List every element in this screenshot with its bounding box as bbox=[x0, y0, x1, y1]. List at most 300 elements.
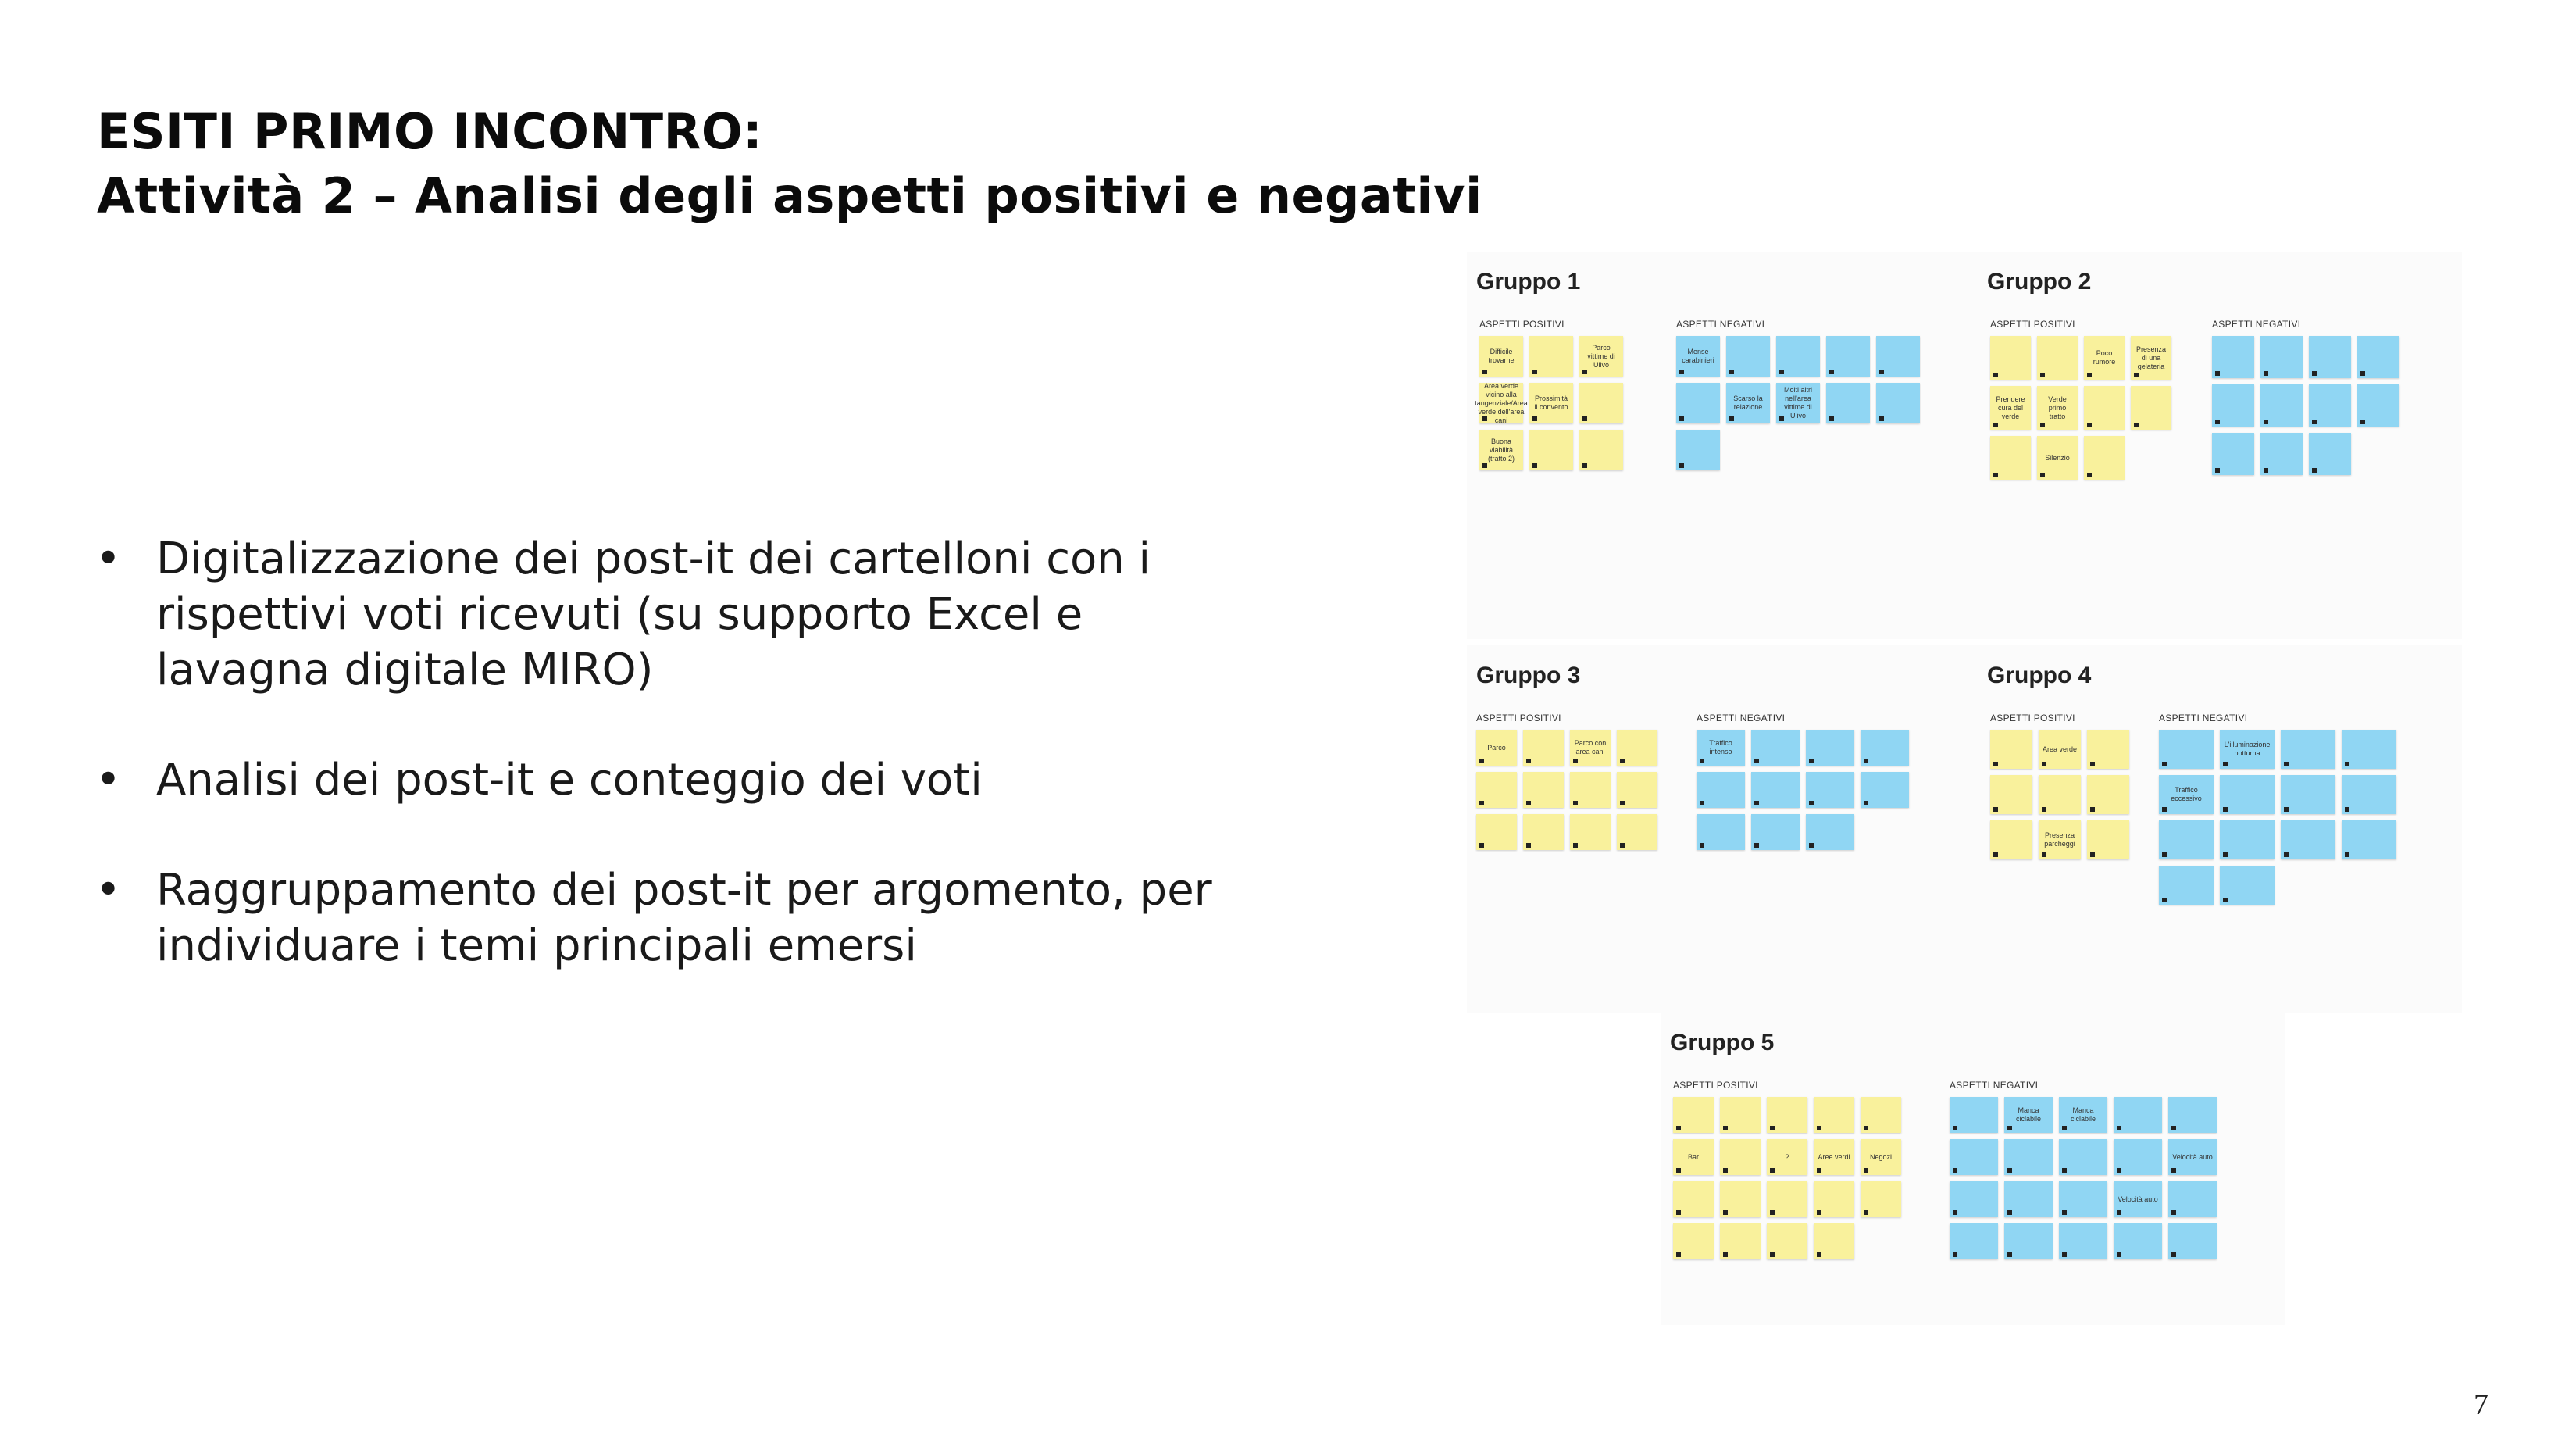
postit-positive bbox=[1617, 772, 1657, 808]
postit-negative bbox=[2212, 433, 2254, 475]
postit-positive bbox=[1861, 1139, 1901, 1175]
vote-dot-icon bbox=[2312, 468, 2317, 473]
postit-positive bbox=[2037, 436, 2078, 480]
postit-text: Verde primo tratto bbox=[2048, 395, 2067, 420]
vote-dot-icon bbox=[1817, 1168, 1821, 1173]
negative-column-label: ASPETTI NEGATIVI bbox=[2159, 712, 2248, 723]
postit-positive bbox=[1861, 1097, 1901, 1133]
postit-negative bbox=[2168, 1223, 2217, 1259]
postit-text: Manca ciclabile bbox=[2015, 1106, 2041, 1123]
positive-column bbox=[1990, 712, 2146, 859]
board-gruppo-3 bbox=[1467, 645, 1978, 1012]
vote-dot-icon bbox=[1723, 1168, 1728, 1173]
negative-column-label: ASPETTI NEGATIVI bbox=[2212, 319, 2301, 330]
postit-positive bbox=[1990, 775, 2032, 814]
postit-negative bbox=[1876, 383, 1920, 423]
postit-positive bbox=[1767, 1181, 1807, 1217]
title-line-2: Attività 2 – Analisi degli aspetti positivi e negativi bbox=[97, 167, 1482, 224]
vote-dot-icon bbox=[2284, 852, 2289, 857]
bullet-item: • Digitalizzazione dei post-it dei cartelloni con i rispettivi voti ricevuti (su supporto Excel e lavagna digitale MIRO) bbox=[92, 531, 1233, 698]
postit-negative bbox=[2004, 1097, 2053, 1133]
postit-negative bbox=[2114, 1097, 2162, 1133]
vote-dot-icon bbox=[1479, 843, 1484, 848]
negative-column-label: ASPETTI NEGATIVI bbox=[1676, 319, 1765, 330]
vote-dot-icon bbox=[2171, 1168, 2176, 1173]
postit-negative bbox=[2281, 730, 2335, 769]
board-gruppo-4 bbox=[1978, 645, 2462, 1012]
postit-negative bbox=[2159, 775, 2214, 814]
postit-negative bbox=[2260, 433, 2303, 475]
postit-negative bbox=[2168, 1097, 2217, 1133]
positive-column-label: ASPETTI POSITIVI bbox=[1990, 712, 2075, 723]
vote-dot-icon bbox=[1679, 463, 1684, 468]
postit-negative bbox=[2309, 336, 2351, 378]
vote-dot-icon bbox=[2117, 1210, 2121, 1215]
vote-dot-icon bbox=[1479, 759, 1484, 763]
postit-negative bbox=[1826, 383, 1870, 423]
board-gruppo-1 bbox=[1467, 252, 1978, 639]
vote-dot-icon bbox=[1993, 807, 1998, 812]
vote-dot-icon bbox=[2007, 1126, 2012, 1130]
postit-negative bbox=[2059, 1181, 2107, 1217]
negative-column bbox=[1697, 712, 1931, 850]
vote-dot-icon bbox=[2215, 371, 2220, 376]
vote-dot-icon bbox=[1620, 801, 1625, 805]
postit-positive bbox=[1990, 820, 2032, 859]
postit-text: Difficile trovarne bbox=[1488, 348, 1515, 364]
vote-dot-icon bbox=[2284, 807, 2289, 812]
vote-dot-icon bbox=[1676, 1126, 1681, 1130]
postit-positive bbox=[2084, 336, 2125, 380]
vote-dot-icon bbox=[1953, 1126, 1957, 1130]
vote-dot-icon bbox=[1482, 463, 1487, 468]
postit-text: Presenza di una gelateria bbox=[2135, 345, 2167, 370]
postit-negative bbox=[1776, 336, 1820, 377]
vote-dot-icon bbox=[1582, 463, 1587, 468]
postit-text: Prossimità il convento bbox=[1534, 395, 1568, 411]
positive-column-label: ASPETTI POSITIVI bbox=[1990, 319, 2075, 330]
vote-dot-icon bbox=[1526, 801, 1531, 805]
vote-dot-icon bbox=[2215, 420, 2220, 424]
vote-dot-icon bbox=[2090, 852, 2095, 857]
postit-positive bbox=[2039, 730, 2081, 769]
postit-positive bbox=[1767, 1223, 1807, 1259]
vote-dot-icon bbox=[2134, 373, 2139, 377]
vote-dot-icon bbox=[1676, 1168, 1681, 1173]
vote-dot-icon bbox=[2007, 1168, 2012, 1173]
vote-dot-icon bbox=[1582, 416, 1587, 421]
vote-dot-icon bbox=[2264, 420, 2268, 424]
postit-positive bbox=[1579, 383, 1623, 423]
group-title: Gruppo 5 bbox=[1670, 1030, 1775, 1055]
postit-positive bbox=[1529, 430, 1573, 470]
vote-dot-icon bbox=[1754, 801, 1759, 805]
postit-negative bbox=[2220, 730, 2275, 769]
positive-column bbox=[1476, 712, 1687, 850]
page-number: 7 bbox=[2474, 1388, 2489, 1421]
vote-dot-icon bbox=[1809, 801, 1814, 805]
vote-dot-icon bbox=[2360, 420, 2365, 424]
postit-negative bbox=[2220, 866, 2275, 905]
positive-column bbox=[1475, 319, 1659, 470]
vote-dot-icon bbox=[2360, 371, 2365, 376]
negative-column bbox=[2212, 319, 2446, 475]
postit-positive bbox=[2039, 775, 2081, 814]
postit-negative bbox=[2220, 775, 2275, 814]
postit-negative bbox=[1950, 1223, 1998, 1259]
vote-dot-icon bbox=[2171, 1126, 2176, 1130]
vote-dot-icon bbox=[2312, 371, 2317, 376]
postit-negative bbox=[1806, 814, 1854, 850]
postit-negative bbox=[2114, 1181, 2162, 1217]
postit-negative bbox=[1751, 814, 1800, 850]
group-title: Gruppo 3 bbox=[1476, 662, 1581, 688]
vote-dot-icon bbox=[2007, 1210, 2012, 1215]
board-gruppo-5 bbox=[1661, 1012, 2285, 1325]
postit-negative bbox=[2059, 1097, 2107, 1133]
vote-dot-icon bbox=[2087, 473, 2092, 477]
vote-dot-icon bbox=[2264, 468, 2268, 473]
board-gruppo-2 bbox=[1978, 252, 2462, 639]
vote-dot-icon bbox=[2134, 423, 2139, 427]
vote-dot-icon bbox=[1526, 843, 1531, 848]
vote-dot-icon bbox=[1754, 843, 1759, 848]
vote-dot-icon bbox=[1779, 370, 1784, 374]
postit-positive bbox=[1570, 814, 1611, 850]
vote-dot-icon bbox=[2223, 807, 2228, 812]
postit-text: Parco vittime di Ulivo bbox=[1587, 343, 1615, 369]
postit-negative bbox=[2212, 384, 2254, 427]
postit-text: Traffico intenso bbox=[1709, 739, 1732, 755]
postit-positive bbox=[2087, 820, 2129, 859]
postit-positive bbox=[2084, 436, 2125, 480]
postit-text: Manca ciclabile bbox=[2070, 1106, 2096, 1123]
postit-positive bbox=[1523, 814, 1564, 850]
postit-positive bbox=[1476, 814, 1517, 850]
vote-dot-icon bbox=[1482, 416, 1487, 421]
postit-negative bbox=[2309, 384, 2351, 427]
postit-negative bbox=[2357, 384, 2399, 427]
vote-dot-icon bbox=[1817, 1210, 1821, 1215]
postit-negative bbox=[2004, 1181, 2053, 1217]
postit-positive bbox=[1529, 383, 1573, 423]
vote-dot-icon bbox=[2162, 807, 2167, 812]
vote-dot-icon bbox=[2087, 423, 2092, 427]
vote-dot-icon bbox=[2062, 1168, 2067, 1173]
positive-column-label: ASPETTI POSITIVI bbox=[1673, 1080, 1758, 1091]
vote-dot-icon bbox=[1770, 1252, 1775, 1257]
vote-dot-icon bbox=[1829, 416, 1834, 421]
postit-positive bbox=[1617, 730, 1657, 766]
vote-dot-icon bbox=[1864, 1168, 1868, 1173]
vote-dot-icon bbox=[1953, 1168, 1957, 1173]
postit-text: Poco rumore bbox=[2093, 349, 2116, 366]
vote-dot-icon bbox=[1479, 801, 1484, 805]
postit-text: Velocità auto bbox=[2172, 1152, 2213, 1161]
vote-dot-icon bbox=[2117, 1168, 2121, 1173]
title-line-1: ESITI PRIMO INCONTRO: bbox=[97, 103, 763, 160]
vote-dot-icon bbox=[1953, 1210, 1957, 1215]
vote-dot-icon bbox=[2040, 423, 2045, 427]
postit-positive bbox=[1673, 1223, 1714, 1259]
postit-positive bbox=[1673, 1181, 1714, 1217]
postit-negative bbox=[2159, 730, 2214, 769]
postit-negative bbox=[2342, 775, 2396, 814]
postit-positive bbox=[1990, 436, 2031, 480]
vote-dot-icon bbox=[1879, 416, 1884, 421]
vote-dot-icon bbox=[1729, 370, 1734, 374]
postit-positive bbox=[1814, 1181, 1854, 1217]
positive-column-label: ASPETTI POSITIVI bbox=[1476, 712, 1561, 723]
vote-dot-icon bbox=[1700, 843, 1704, 848]
vote-dot-icon bbox=[2007, 1252, 2012, 1257]
vote-dot-icon bbox=[1700, 801, 1704, 805]
postit-negative bbox=[2260, 384, 2303, 427]
postit-negative bbox=[1826, 336, 1870, 377]
slide-title bbox=[97, 100, 1482, 228]
postit-positive bbox=[1529, 336, 1573, 377]
vote-dot-icon bbox=[1532, 416, 1537, 421]
postit-negative bbox=[2004, 1223, 2053, 1259]
vote-dot-icon bbox=[1620, 843, 1625, 848]
postit-text: Presenza parcheggi bbox=[2044, 831, 2075, 848]
vote-dot-icon bbox=[2040, 373, 2045, 377]
postit-negative bbox=[1806, 730, 1854, 766]
postit-negative bbox=[1876, 336, 1920, 377]
postit-positive bbox=[2087, 775, 2129, 814]
postit-text: Area verde bbox=[2042, 745, 2078, 753]
postit-text: Bar bbox=[1687, 1152, 1699, 1161]
postit-positive bbox=[1570, 772, 1611, 808]
postit-negative bbox=[2114, 1223, 2162, 1259]
vote-dot-icon bbox=[2042, 762, 2046, 766]
postit-positive bbox=[1475, 381, 1528, 424]
postit-negative bbox=[1697, 814, 1745, 850]
postit-negative bbox=[2168, 1181, 2217, 1217]
postit-text: Parco bbox=[1487, 743, 1506, 752]
postit-positive bbox=[1673, 1139, 1714, 1175]
postit-text: Scarso la relazione bbox=[1733, 395, 1763, 411]
postit-text: Velocità auto bbox=[2118, 1195, 2158, 1203]
postit-positive bbox=[1814, 1097, 1854, 1133]
vote-dot-icon bbox=[1879, 370, 1884, 374]
vote-dot-icon bbox=[1770, 1168, 1775, 1173]
postit-negative bbox=[1726, 336, 1770, 377]
vote-dot-icon bbox=[2090, 807, 2095, 812]
postit-negative bbox=[1861, 772, 1909, 808]
postit-negative bbox=[1806, 772, 1854, 808]
vote-dot-icon bbox=[1779, 416, 1784, 421]
postit-text: Prendere cura del verde bbox=[1996, 395, 2025, 420]
postit-negative bbox=[2281, 775, 2335, 814]
vote-dot-icon bbox=[1582, 370, 1587, 374]
vote-dot-icon bbox=[1817, 1126, 1821, 1130]
positive-column bbox=[1990, 319, 2185, 480]
postit-positive bbox=[1720, 1139, 1761, 1175]
vote-dot-icon bbox=[1953, 1252, 1957, 1257]
postit-positive bbox=[2039, 820, 2081, 859]
postit-text: Negozi bbox=[1869, 1152, 1892, 1161]
postit-negative bbox=[1726, 383, 1770, 423]
vote-dot-icon bbox=[2171, 1252, 2176, 1257]
vote-dot-icon bbox=[1532, 463, 1537, 468]
bullet-list bbox=[92, 531, 1233, 1028]
vote-dot-icon bbox=[2040, 473, 2045, 477]
vote-dot-icon bbox=[1817, 1252, 1821, 1257]
postit-positive bbox=[1990, 336, 2031, 380]
postit-negative bbox=[2342, 730, 2396, 769]
vote-dot-icon bbox=[1723, 1126, 1728, 1130]
postit-text: Area verde vicino alla tangenziale/Area verde dell'area cani bbox=[1475, 381, 1528, 424]
group-title: Gruppo 2 bbox=[1987, 269, 2092, 295]
vote-dot-icon bbox=[1676, 1210, 1681, 1215]
postit-negative bbox=[1751, 730, 1800, 766]
bullet-item: • Raggruppamento dei post-it per argomento, per individuare i temi principali emersi bbox=[92, 862, 1233, 973]
vote-dot-icon bbox=[1993, 423, 1998, 427]
vote-dot-icon bbox=[1993, 473, 1998, 477]
postit-negative bbox=[1676, 430, 1720, 470]
vote-dot-icon bbox=[2345, 852, 2349, 857]
vote-dot-icon bbox=[1676, 1252, 1681, 1257]
postit-negative bbox=[2004, 1139, 2053, 1175]
postit-negative bbox=[1676, 336, 1720, 377]
postit-positive bbox=[2087, 730, 2129, 769]
vote-dot-icon bbox=[1573, 843, 1578, 848]
vote-dot-icon bbox=[1770, 1210, 1775, 1215]
postit-negative bbox=[2159, 820, 2214, 859]
postit-text: Molti altri nell'area vittime di Ulivo bbox=[1783, 386, 1812, 420]
postit-negative bbox=[2212, 336, 2254, 378]
vote-dot-icon bbox=[2062, 1252, 2067, 1257]
postit-positive bbox=[1617, 814, 1657, 850]
vote-dot-icon bbox=[2284, 762, 2289, 766]
vote-dot-icon bbox=[2062, 1210, 2067, 1215]
vote-dot-icon bbox=[1864, 759, 1868, 763]
postit-text: L'illuminazione notturna bbox=[2224, 741, 2271, 757]
postit-positive bbox=[1990, 386, 2031, 430]
vote-dot-icon bbox=[2223, 898, 2228, 902]
postit-positive bbox=[1990, 730, 2032, 769]
postit-positive bbox=[1767, 1097, 1807, 1133]
vote-dot-icon bbox=[1993, 373, 1998, 377]
postit-positive bbox=[2037, 386, 2078, 430]
postit-negative bbox=[1861, 730, 1909, 766]
negative-column-label: ASPETTI NEGATIVI bbox=[1697, 712, 1786, 723]
postit-negative bbox=[2357, 336, 2399, 378]
postit-negative bbox=[2168, 1139, 2217, 1175]
postit-negative bbox=[2260, 336, 2303, 378]
bullet-item: • Analisi dei post-it e conteggio dei voti bbox=[92, 752, 1233, 808]
vote-dot-icon bbox=[2223, 852, 2228, 857]
postit-positive bbox=[1673, 1097, 1714, 1133]
postit-negative bbox=[1950, 1097, 1998, 1133]
vote-dot-icon bbox=[2162, 898, 2167, 902]
vote-dot-icon bbox=[1573, 801, 1578, 805]
positive-column bbox=[1673, 1080, 1923, 1259]
vote-dot-icon bbox=[1700, 759, 1704, 763]
vote-dot-icon bbox=[1993, 762, 1998, 766]
vote-dot-icon bbox=[1864, 1126, 1868, 1130]
postit-positive bbox=[1861, 1181, 1901, 1217]
postit-text: ? bbox=[1785, 1152, 1789, 1161]
vote-dot-icon bbox=[1679, 370, 1684, 374]
postit-negative bbox=[1751, 772, 1800, 808]
group-title: Gruppo 1 bbox=[1476, 269, 1581, 295]
vote-dot-icon bbox=[1770, 1126, 1775, 1130]
postit-positive bbox=[2131, 336, 2171, 380]
postit-negative bbox=[2342, 820, 2396, 859]
postit-negative bbox=[1697, 730, 1745, 766]
postit-positive bbox=[1523, 730, 1564, 766]
postit-negative bbox=[2309, 433, 2351, 475]
vote-dot-icon bbox=[1864, 801, 1868, 805]
positive-column-label: ASPETTI POSITIVI bbox=[1479, 319, 1565, 330]
postit-positive bbox=[1720, 1223, 1761, 1259]
postit-positive bbox=[1579, 430, 1623, 470]
postit-negative bbox=[2281, 820, 2335, 859]
vote-dot-icon bbox=[2087, 373, 2092, 377]
vote-dot-icon bbox=[2215, 468, 2220, 473]
postit-positive bbox=[1720, 1097, 1761, 1133]
postit-positive bbox=[1479, 336, 1523, 377]
postit-negative bbox=[1676, 383, 1720, 423]
postit-text: Buona viabilità (tratto 2) bbox=[1487, 437, 1515, 462]
negative-column bbox=[1676, 319, 1965, 470]
postit-positive bbox=[1814, 1139, 1854, 1175]
postit-text: Parco con area cani bbox=[1574, 739, 1607, 755]
postit-text: Aree verdi bbox=[1818, 1152, 1850, 1161]
postit-negative bbox=[2059, 1223, 2107, 1259]
vote-dot-icon bbox=[2312, 420, 2317, 424]
vote-dot-icon bbox=[1679, 416, 1684, 421]
postit-positive bbox=[1579, 336, 1623, 377]
vote-dot-icon bbox=[1829, 370, 1834, 374]
vote-dot-icon bbox=[2345, 807, 2349, 812]
vote-dot-icon bbox=[2042, 852, 2046, 857]
postit-positive bbox=[2037, 336, 2078, 380]
postit-negative bbox=[1776, 383, 1820, 423]
vote-dot-icon bbox=[1754, 759, 1759, 763]
postit-positive bbox=[1570, 730, 1611, 766]
negative-column bbox=[1950, 1080, 2270, 1259]
postit-positive bbox=[2084, 386, 2125, 430]
vote-dot-icon bbox=[1526, 759, 1531, 763]
negative-column bbox=[2159, 712, 2448, 905]
postit-positive bbox=[1814, 1223, 1854, 1259]
postit-text: Mense carabinieri bbox=[1682, 348, 1714, 364]
postit-positive bbox=[1720, 1181, 1761, 1217]
vote-dot-icon bbox=[2090, 762, 2095, 766]
vote-dot-icon bbox=[1723, 1210, 1728, 1215]
postit-positive bbox=[1767, 1139, 1807, 1175]
vote-dot-icon bbox=[2062, 1126, 2067, 1130]
vote-dot-icon bbox=[1620, 759, 1625, 763]
postit-positive bbox=[1523, 772, 1564, 808]
vote-dot-icon bbox=[1482, 370, 1487, 374]
vote-dot-icon bbox=[1723, 1252, 1728, 1257]
vote-dot-icon bbox=[2345, 762, 2349, 766]
vote-dot-icon bbox=[2117, 1126, 2121, 1130]
vote-dot-icon bbox=[1532, 370, 1537, 374]
vote-dot-icon bbox=[2042, 807, 2046, 812]
postit-negative bbox=[1950, 1181, 1998, 1217]
postit-negative bbox=[1950, 1139, 1998, 1175]
postit-positive bbox=[1476, 730, 1517, 766]
vote-dot-icon bbox=[1809, 759, 1814, 763]
vote-dot-icon bbox=[1729, 416, 1734, 421]
postit-text: Silenzio bbox=[2045, 453, 2070, 462]
vote-dot-icon bbox=[1809, 843, 1814, 848]
